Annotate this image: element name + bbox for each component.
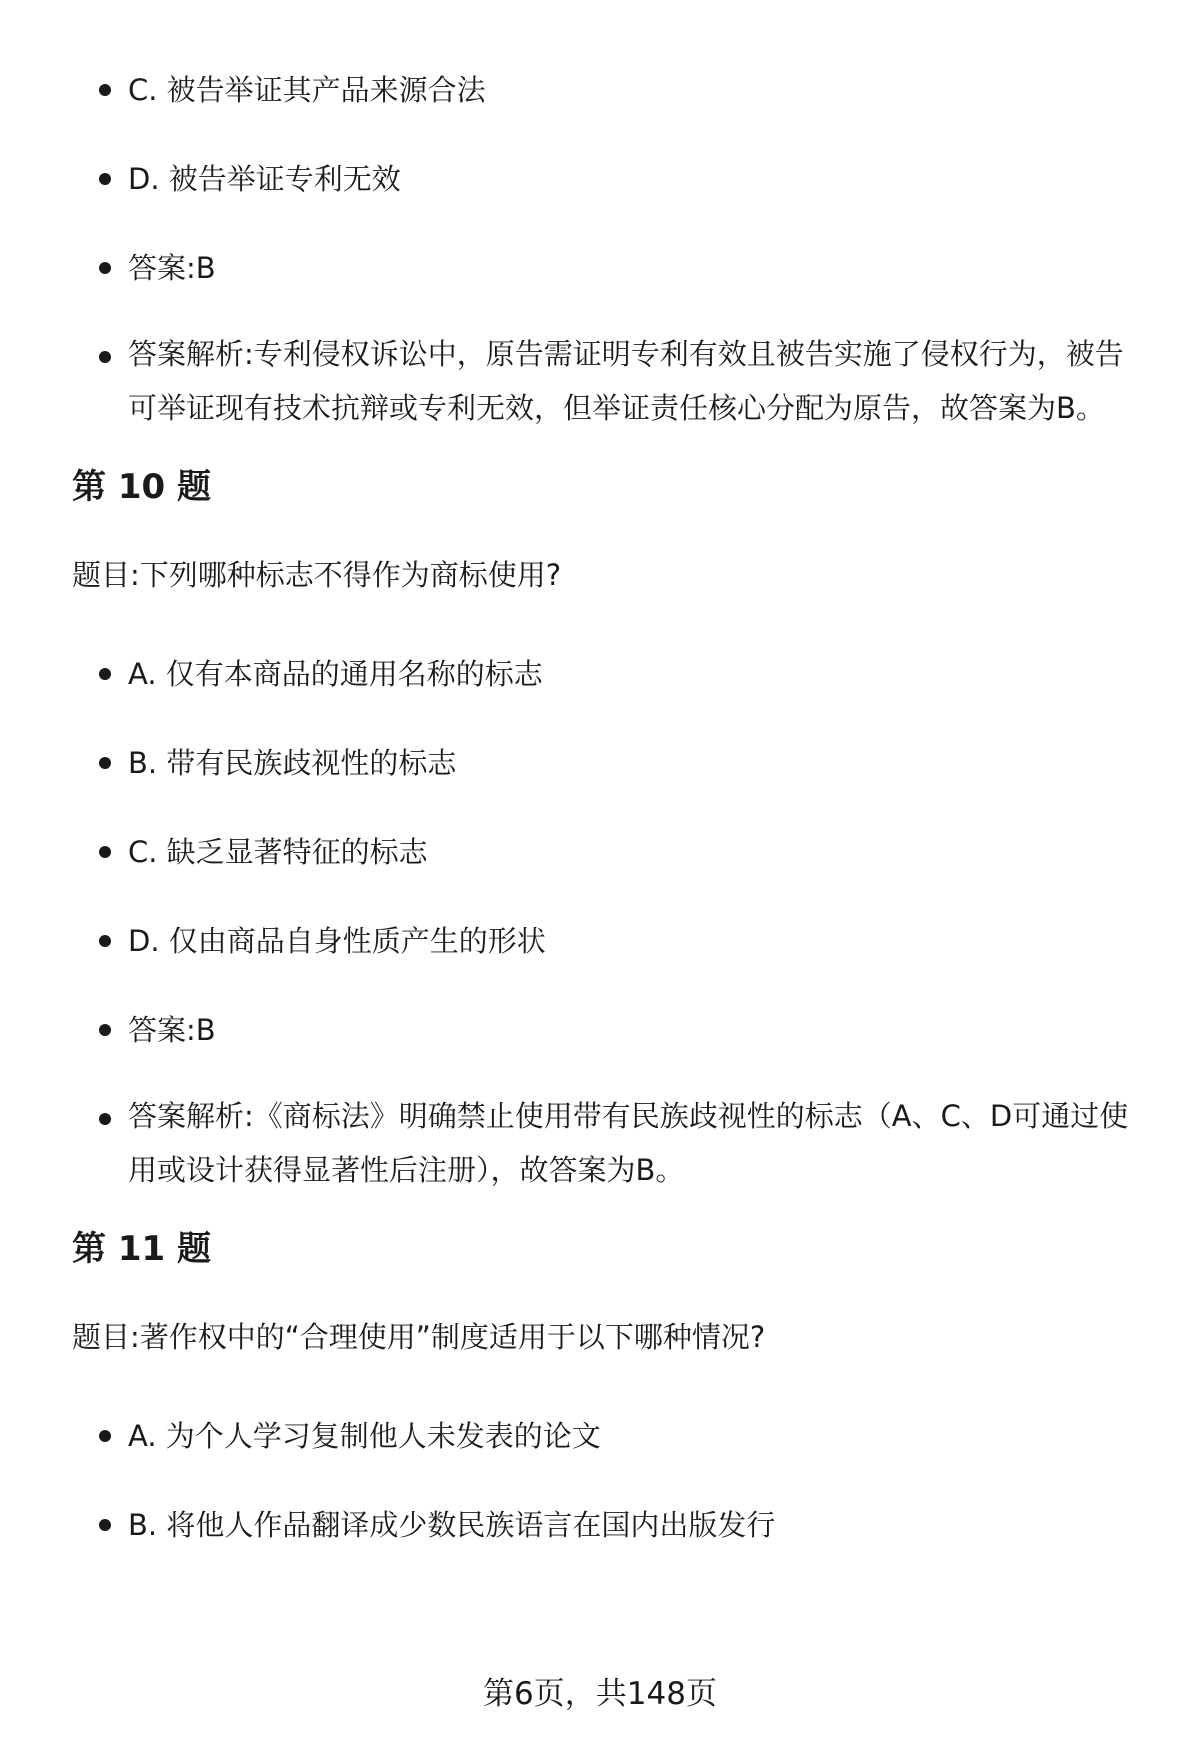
q10-option-list xyxy=(72,644,1152,1197)
q11-option-b: B. 将他人作品翻译成少数民族语言在国内出版发行 xyxy=(72,1495,1152,1555)
q11-option-a: A. 为个人学习复制他人未发表的论文 xyxy=(72,1406,1152,1466)
page-content xyxy=(72,60,1152,1584)
question-10 xyxy=(72,465,1152,1197)
q10-option-b: B. 带有民族歧视性的标志 xyxy=(72,733,1152,793)
q9-analysis: 答案解析:专利侵权诉讼中，原告需证明专利有效且被告实施了侵权行为，被告可举证现有技术抗辩或专利无效，但举证责任核心分配为原告，故答案为B。 xyxy=(72,327,1152,435)
q9-answer: 答案:B xyxy=(72,238,1152,298)
q10-option-d: D. 仅由商品自身性质产生的形状 xyxy=(72,911,1152,971)
q11-option-list xyxy=(72,1406,1152,1555)
q10-answer: 答案:B xyxy=(72,1000,1152,1060)
question-11 xyxy=(72,1227,1152,1555)
q10-option-a: A. 仅有本商品的通用名称的标志 xyxy=(72,644,1152,704)
q10-option-c: C. 缺乏显著特征的标志 xyxy=(72,822,1152,882)
q9-option-list xyxy=(72,60,1152,435)
q9-option-c: C. 被告举证其产品来源合法 xyxy=(72,60,1152,120)
q9-option-d: D. 被告举证专利无效 xyxy=(72,149,1152,209)
question-10-stem: 题目:下列哪种标志不得作为商标使用? xyxy=(72,558,562,592)
question-11-stem: 题目:著作权中的“合理使用”制度适用于以下哪种情况? xyxy=(72,1320,766,1354)
question-10-heading: 第 10 题 xyxy=(72,467,211,507)
page-number-footer: 第6页，共148页 xyxy=(483,1676,717,1712)
q10-analysis: 答案解析:《商标法》明确禁止使用带有民族歧视性的标志（A、C、D可通过使用或设计获得显著性后注册），故答案为B。 xyxy=(72,1089,1152,1197)
question-11-heading: 第 11 题 xyxy=(72,1229,211,1269)
